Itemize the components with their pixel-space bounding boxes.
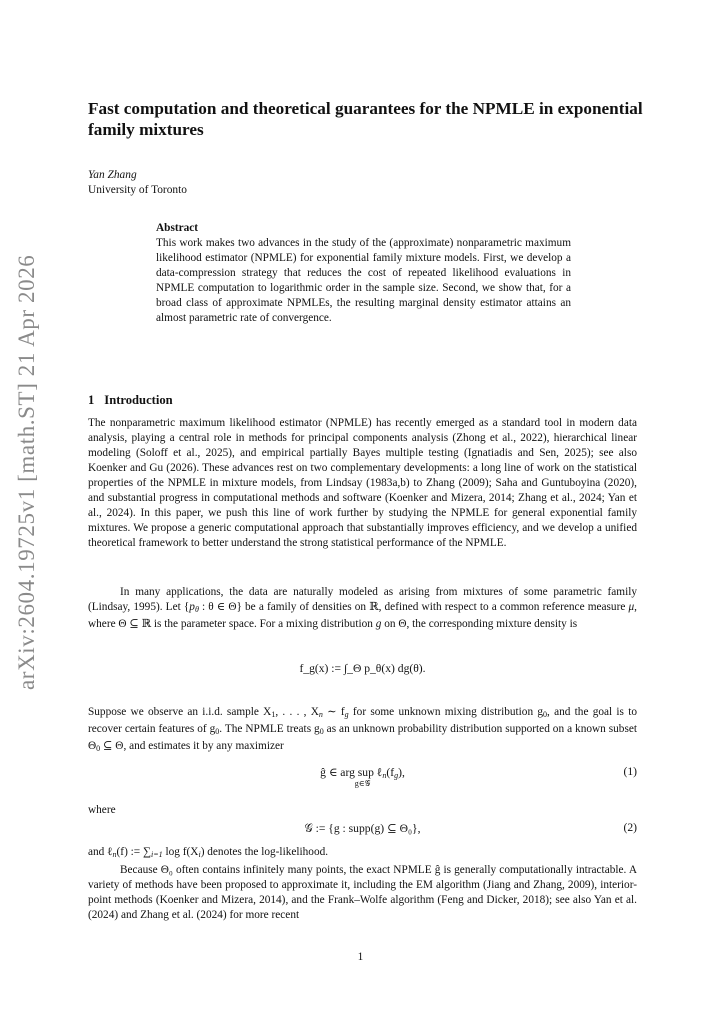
math-sub: g (394, 771, 399, 780)
math-sub: θ (194, 605, 199, 614)
equation-mixture-density: f_g(x) := ∫_Θ p_θ(x) dg(θ). (299, 662, 426, 675)
math-sub: 0 (319, 727, 324, 736)
math-mu: μ (628, 601, 635, 613)
text-run: ∼ f (322, 706, 345, 718)
equation-class (88, 821, 637, 836)
math-sub: 0 (543, 710, 548, 719)
math-sub: 0 (215, 727, 220, 736)
equation-npmle (88, 765, 637, 789)
text-run: on Θ, the corresponding mixture density is (381, 618, 578, 630)
paragraph-computation: Because Θ₀ often contains infinitely many points, the exact NPMLE ĝ is generally computationally intractable. A variety of methods have been proposed to approximate it, including the EM algorithm (Jiang and Zhang, 2009), interior-point methods (Koenker and Mizera, 2014), and the Frank–Wolfe algorithm (Feng and Dicker, 2018); see also Yan et al. (2024) and Zhang et al. (2024) for more recent (88, 864, 637, 921)
text-run: In many applications, the data are naturally modeled as arising from mixtures of some parametric family (Lindsay, 1995). Let { (88, 586, 637, 613)
equation-number: (1) (623, 765, 637, 778)
math-sub: 0 (96, 744, 101, 753)
section-number: 1 (88, 393, 95, 407)
abstract (156, 221, 571, 326)
text-run: , where Θ ⊆ ℝ is the parameter space. For a mixing distribution (88, 601, 637, 630)
math-sub: i=1 (151, 850, 163, 859)
section-title: Introduction (104, 393, 173, 407)
text-run: log f(X (162, 846, 199, 858)
paper-title: Fast computation and theoretical guarantees for the NPMLE in exponential family mixtures (88, 99, 643, 139)
math-p: p (189, 601, 195, 613)
equation-number: (2) (623, 821, 637, 834)
text-run: : θ ∈ Θ} be a family of densities on ℝ, defined with respect to a common reference measure (198, 601, 629, 613)
page-number: 1 (357, 951, 364, 963)
text-run: , and the goal is to recover certain features of g (88, 706, 637, 735)
author-block (88, 168, 187, 198)
text-run: , . . . , X (275, 706, 319, 718)
author-affiliation: University of Toronto (88, 184, 187, 196)
eq2-body: 𝒢 := {g : supp(g) ⊆ Θ₀}, (304, 822, 421, 835)
math-sub: n (112, 850, 117, 859)
eq1-rhs: (f (386, 766, 395, 779)
paragraph-loglik (88, 845, 637, 862)
math-sub: n (382, 771, 387, 780)
text-run: Suppose we observe an i.i.d. sample X (88, 706, 272, 718)
author-name: Yan Zhang (88, 169, 137, 181)
math-sub: i (198, 850, 201, 859)
paragraph-where: where (88, 804, 116, 816)
arxiv-stamp: arXiv:2604.19725v1 [math.ST] 21 Apr 2026 (14, 254, 39, 690)
abstract-text: This work makes two advances in the study of the (approximate) nonparametric maximum likelihood estimator (NPMLE) for exponential family mixture models. First, we develop a data-compression strategy that reduces the cost of repeated likelihood evaluations in NPMLE computation to logarithmic order in the sample size. Second, we show that, for a broad class of approximate NPMLEs, the resulting marginal density estimator attains an almost parametric rate of convergence. (156, 237, 571, 324)
text-run: and ℓ (88, 846, 113, 858)
text-run: for some unknown mixing distribution g (348, 706, 544, 718)
eq1-under: g∈𝒢 (354, 779, 371, 788)
text-run: (f) := ∑ (116, 846, 152, 858)
section-heading (88, 393, 173, 408)
eq1-end: ), (398, 766, 405, 779)
math-g: g (375, 618, 382, 630)
eq1-lhs: ĝ ∈ arg sup ℓ (320, 766, 383, 779)
paragraph-mixture (88, 585, 637, 632)
text-run: ) denotes the log-likelihood. (200, 846, 329, 858)
math-sub: g (344, 710, 349, 719)
abstract-heading: Abstract (156, 222, 199, 234)
text-run: ⊆ Θ, and estimates it by any maximizer (100, 740, 284, 752)
paragraph-intro: The nonparametric maximum likelihood estimator (NPMLE) has recently emerged as a standard tool in modern data analysis, playing a central role in methods for principal components analysis (Zhong et al., 2022), hierarchical linear modeling (Soloff et al., 2025), and empirical partially Bayes multiple testing (Ignatiadis and Sen, 2025); see also Koenker and Gu (2026). These advances rest on two complementary developments: a long line of work on the statistical properties of the NPMLE in mixture models, from Lindsay (1983a,b) to Zhang (2009); Saha and Guntuboyina (2020), and substantial progress in computational methods and software (Koenker and Mizera, 2014; Zhang et al., 2024; Yan et al., 2024). In this paper, we push this line of work further by studying the NPMLE for general exponential family mixtures. We propose a generic computational approach that substantially improves efficiency, and we develop a unified theoretical framework to better understand the strong statistical performance of the NPMLE. (88, 417, 637, 549)
text-run: . The NPMLE treats g (219, 723, 320, 735)
paragraph-sample (88, 705, 637, 756)
math-sub: n (318, 710, 323, 719)
math-sub: 1 (271, 710, 276, 719)
text-run: as an unknown probability distribution supported on a known subset Θ (88, 723, 638, 752)
